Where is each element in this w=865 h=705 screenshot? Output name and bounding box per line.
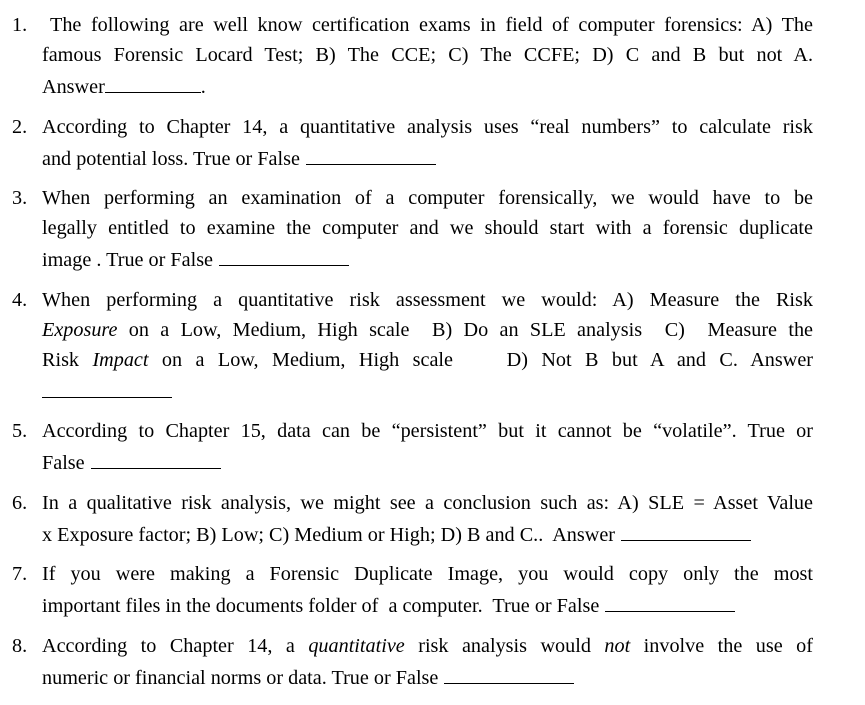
answer-blank[interactable]	[306, 142, 436, 165]
emphasis-text: not	[604, 635, 631, 657]
emphasis-text: Impact	[92, 349, 149, 371]
period: .	[200, 76, 206, 98]
answer-line	[42, 661, 813, 691]
question-text-line: famous Forensic Locard Test; B) The CCE; C) The CCFE; D) C and B but not A.	[42, 44, 813, 66]
text-span: According to Chapter 14, a	[42, 635, 309, 657]
answer-line	[42, 446, 813, 476]
answer-label: Answer	[42, 76, 105, 98]
question-text-line: According to Chapter 14, a quantitative analysis uses “real numbers” to calculate risk	[42, 116, 813, 138]
answer-blank[interactable]	[105, 70, 201, 93]
answer-blank[interactable]	[91, 446, 221, 469]
question-text-line: In a qualitative risk analysis, we might see a conclusion such as: A) SLE = Asset Value	[42, 492, 813, 514]
answer-blank[interactable]	[219, 243, 349, 266]
question-text-line: If you were making a Forensic Duplicate Image, you would copy only the most	[42, 563, 813, 585]
question-text-line: legally entitled to examine the computer and we should start with a forensic duplicate	[42, 217, 813, 239]
question-text-line: When performing an examination of a computer forensically, we would have to be	[42, 187, 813, 209]
text-span: on a Low, Medium, High scale B) Do an SLE analysis C) Measure the	[117, 319, 813, 341]
answer-line	[42, 518, 813, 548]
text-span: on a Low, Medium, High scale D) Not B but A and C. Answer	[148, 349, 813, 371]
answer-line	[42, 142, 813, 172]
question-text-line: According to Chapter 15, data can be “persistent” but it cannot be “volatile”. True or	[42, 420, 813, 442]
emphasis-text: Exposure	[42, 319, 118, 341]
question-text-line	[42, 345, 813, 375]
question-text-line	[42, 631, 813, 661]
question-number: 2.	[12, 116, 28, 138]
answer-line	[42, 70, 813, 100]
answer-blank[interactable]	[621, 518, 751, 541]
answer-label: False	[42, 452, 85, 474]
answer-line	[42, 243, 813, 273]
answer-label: x Exposure factor; B) Low; C) Medium or High; D) B and C.. Answer	[42, 524, 616, 546]
text-span: involve the use of	[630, 635, 813, 657]
question-text-line: The following are well know certification exams in field of computer forensics: A) The	[50, 14, 813, 36]
question-number: 5.	[12, 420, 28, 442]
question-number: 3.	[12, 187, 28, 209]
question-number: 4.	[12, 289, 28, 311]
answer-blank[interactable]	[42, 375, 172, 398]
answer-blank[interactable]	[605, 589, 735, 612]
answer-label: important files in the documents folder of a computer. True or False	[42, 595, 600, 617]
question-text-line	[42, 315, 813, 345]
answer-label: and potential loss. True or False	[42, 148, 300, 170]
answer-label: numeric or financial norms or data. True or False	[42, 667, 439, 689]
answer-blank[interactable]	[444, 661, 574, 684]
question-number: 6.	[12, 492, 28, 514]
question-number: 1.	[12, 14, 28, 36]
text-span: risk analysis would	[404, 635, 605, 657]
text-span: Risk	[42, 349, 93, 371]
question-number: 8.	[12, 635, 28, 657]
question-text-line: When performing a quantitative risk assessment we would: A) Measure the Risk	[42, 289, 813, 311]
answer-label: image . True or False	[42, 249, 214, 271]
answer-line	[42, 589, 813, 619]
question-number: 7.	[12, 563, 28, 585]
answer-line	[42, 375, 813, 405]
emphasis-text: quantitative	[308, 635, 405, 657]
